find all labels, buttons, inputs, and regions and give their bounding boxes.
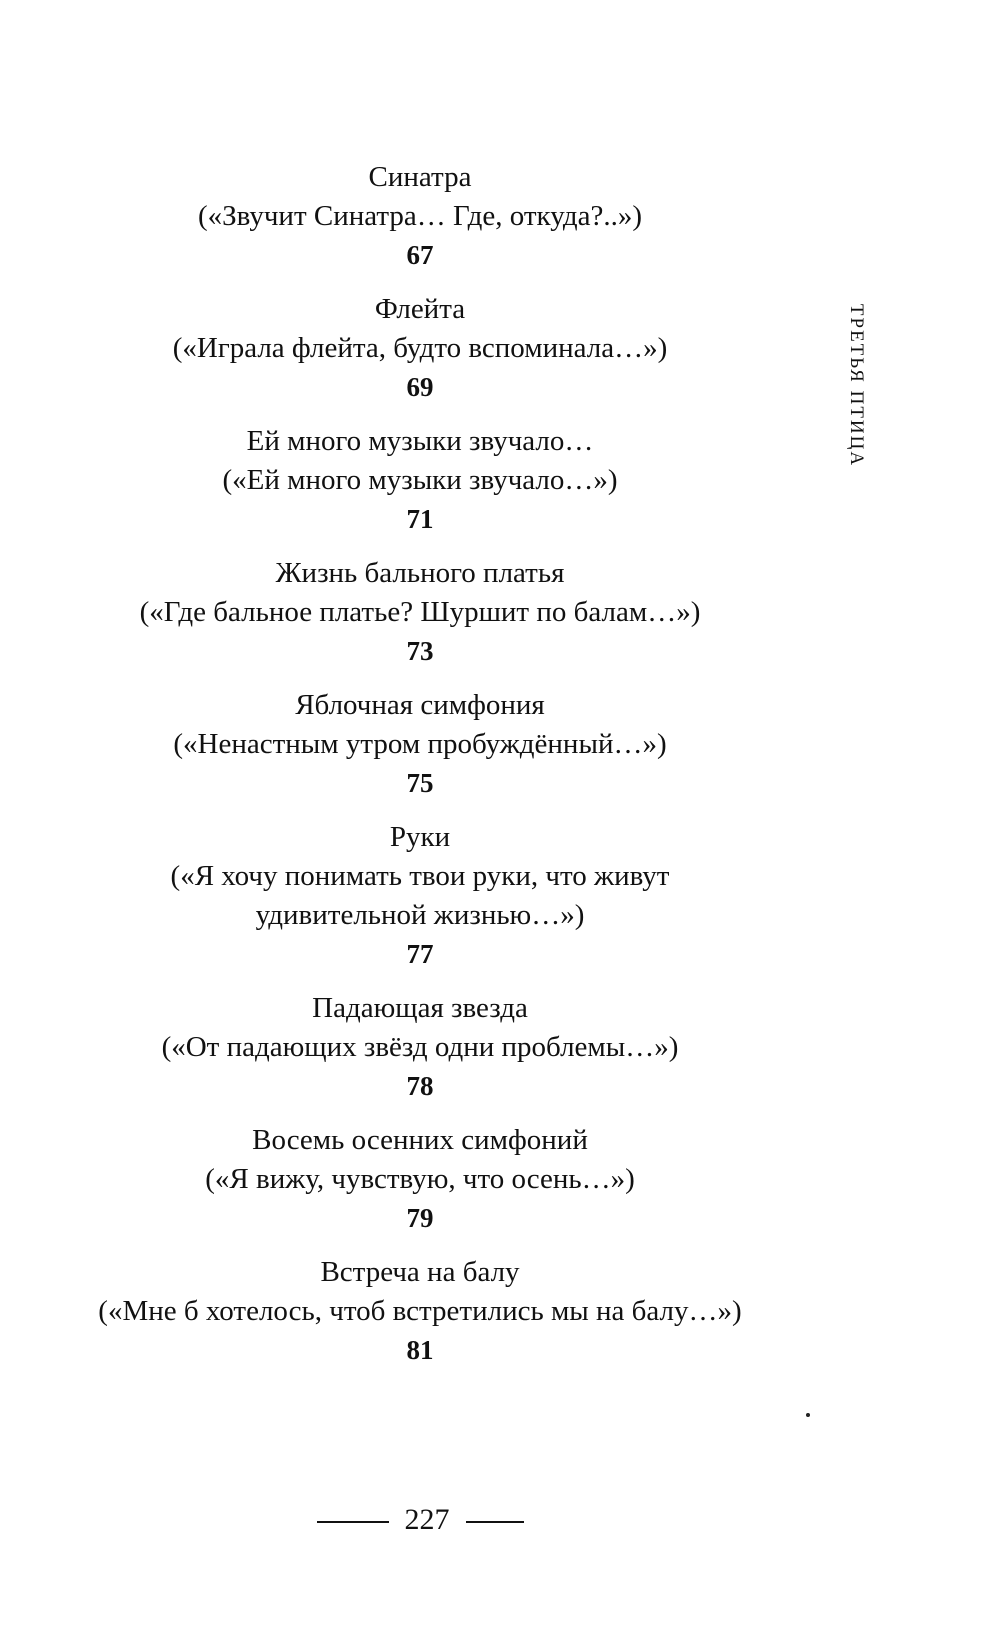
toc-entry [0,422,840,538]
print-speck [806,1413,810,1417]
poem-title: Руки [389,821,451,853]
poem-first-line: («Ей много музыки звучало…») [222,464,618,496]
poem-first-line: («Мне б хотелось, чтоб встретились мы на балу…») [98,1295,742,1327]
poem-title: Флейта [374,293,466,325]
page-number: 67 [406,240,434,270]
poem-first-line: («Ненастным утром пробуждённый…») [173,728,667,760]
page-number: 79 [406,1203,434,1233]
folio-rule-right [466,1521,524,1523]
poem-title: Встреча на балу [320,1256,520,1288]
page-number: 73 [406,636,434,666]
poem-title: Яблочная симфония [295,689,545,721]
folio-rule-left [317,1521,389,1523]
poem-title: Синатра [368,161,472,193]
folio-number: 227 [404,1503,450,1536]
page-number: 78 [406,1071,434,1101]
toc-entry [0,290,840,406]
poem-title: Падающая звезда [312,992,528,1024]
page-number: 81 [406,1335,434,1365]
poem-first-line: («Играла флейта, будто вспоминала…») [172,332,668,364]
poem-first-line: («Я хочу понимать твои руки, что живут удивительной жизнью…») [170,860,670,931]
toc-entry [0,158,840,274]
page-number: 69 [406,372,434,402]
toc-entry [0,554,840,670]
poem-first-line: («От падающих звёзд одни проблемы…») [161,1031,679,1063]
poem-first-line: («Я вижу, чувствую, что осень…») [205,1163,635,1195]
poem-title: Ей много музыки звучало… [246,425,594,457]
table-of-contents [0,158,840,1385]
toc-entry [0,686,840,802]
poem-first-line: («Звучит Синатра… Где, откуда?..») [197,200,643,232]
page-number: 75 [406,768,434,798]
toc-entry [0,818,840,973]
toc-entry [0,1253,840,1369]
page-number: 71 [406,504,434,534]
toc-entry [0,1121,840,1237]
toc-entry [0,989,840,1105]
poem-title: Восемь осенних симфоний [252,1124,588,1156]
folio [0,1500,840,1540]
running-head: ТРЕТЬЯ ПТИЦА [846,303,867,468]
poem-title: Жизнь бального платья [275,557,565,589]
page-number: 77 [406,939,434,969]
poem-first-line: («Где бальное платье? Шуршит по балам…») [139,596,701,628]
